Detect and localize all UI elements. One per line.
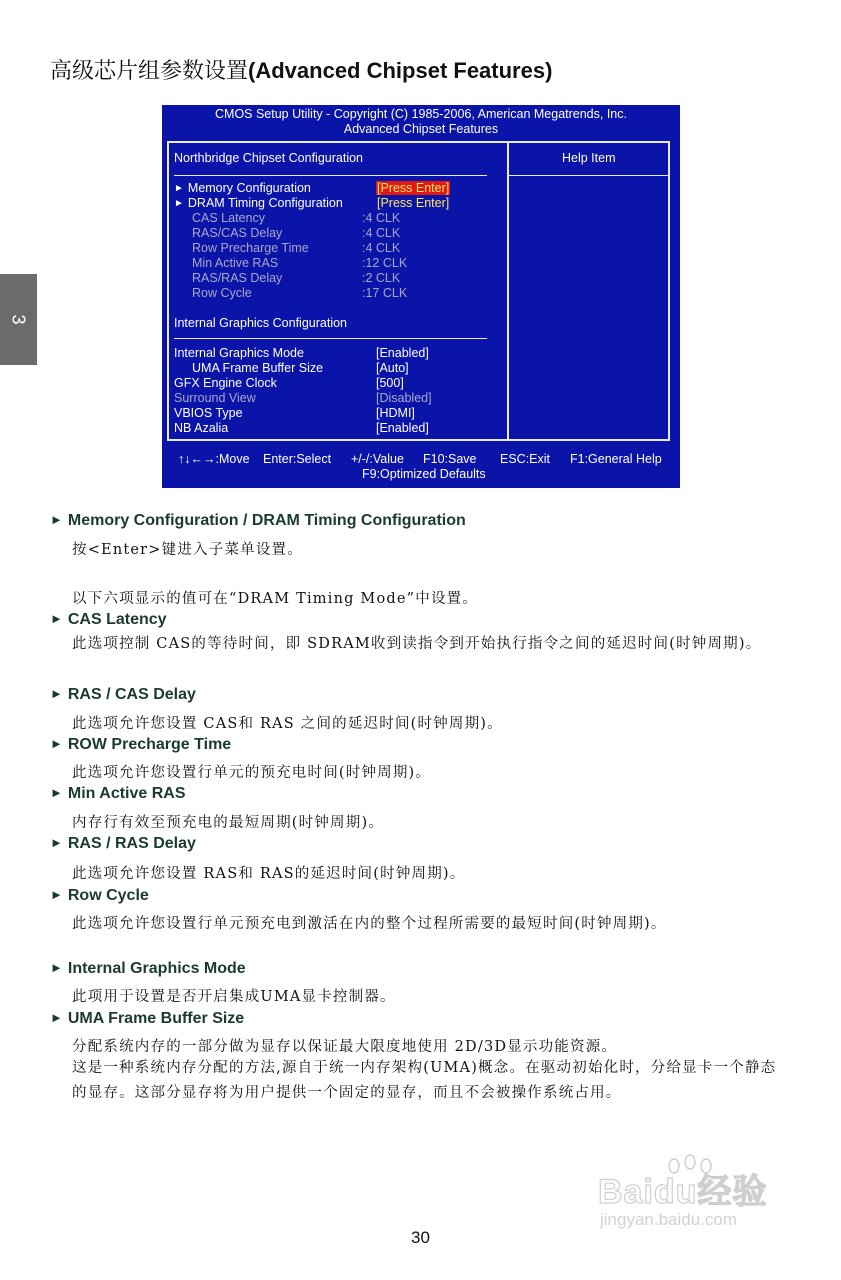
bios-item-vbios-type[interactable]: VBIOS Type	[174, 406, 243, 420]
bios-item-internal-graphics-mode[interactable]: Internal Graphics Mode	[174, 346, 304, 360]
page-number: 30	[411, 1228, 430, 1247]
desc-heading-uma-frame-buffer: ► UMA Frame Buffer Size	[50, 1010, 245, 1027]
bios-header-title: Advanced Chipset Features	[343, 122, 499, 136]
help-item-title: Help Item	[562, 151, 616, 165]
footer-optimized-defaults: F9:Optimized Defaults	[362, 467, 486, 481]
help-divider	[507, 175, 669, 176]
bios-item-gfx-engine-clock[interactable]: GFX Engine Clock	[174, 376, 277, 390]
bios-value-vbios-type[interactable]: [HDMI]	[376, 406, 415, 420]
desc-heading-internal-graphics-mode: ► Internal Graphics Mode	[50, 960, 246, 977]
submenu-arrow-icon: ►	[174, 183, 184, 194]
desc-text-uma-frame-buffer-2: 这是一种系统内存分配的方法,源自于统一内存架构(UMA)概念。在驱动初始化时，分给显卡一个静态的显存。这部分显存将为用户提供一个固定的显存，而且不会被操作系统占用。	[72, 1060, 777, 1101]
page-title-en: (Advanced Chipset Features)	[248, 58, 553, 83]
bios-value-ras-ras-delay: :2 CLK	[362, 271, 401, 285]
footer-general-help: F1:General Help	[570, 452, 662, 466]
baidu-jingyan-watermark	[596, 1158, 796, 1238]
footer-select: Enter:Select	[263, 452, 332, 466]
desc-text-row-cycle: 此选项允许您设置行单元预充电到激活在内的整个过程所需要的最短时间(时钟周期)。	[72, 916, 667, 932]
bios-value-row-cycle: :17 CLK	[362, 286, 408, 300]
bios-value-internal-graphics-mode[interactable]: [Enabled]	[376, 346, 429, 360]
bullet-triangle-icon: ►	[50, 686, 63, 701]
footer-save: F10:Save	[423, 452, 477, 466]
ig-section-title: Internal Graphics Configuration	[174, 316, 348, 330]
bios-screen	[162, 105, 680, 488]
bios-header-copyright: CMOS Setup Utility - Copyright (C) 1985-2006, American Megatrends, Inc.	[215, 107, 627, 121]
desc-heading-cas-latency: ► CAS Latency	[50, 611, 167, 628]
bios-item-surround-view: Surround View	[174, 391, 256, 405]
chapter-tab	[0, 274, 37, 365]
bullet-triangle-icon: ►	[50, 887, 63, 902]
submenu-arrow-icon: ►	[174, 198, 184, 209]
footer-exit: ESC:Exit	[500, 452, 551, 466]
chapter-number: 3	[8, 314, 29, 325]
bios-value-uma-frame-buffer[interactable]: [Auto]	[376, 361, 409, 375]
ig-divider	[174, 338, 487, 339]
bios-item-memory-configuration[interactable]: ► Memory Configuration	[174, 181, 311, 195]
desc-heading-row-cycle: ► Row Cycle	[50, 887, 149, 904]
bullet-triangle-icon: ►	[50, 1010, 63, 1025]
nb-divider	[174, 175, 487, 176]
desc-text-row-precharge: 此选项允许您设置行单元的预充电时间(时钟周期)。	[72, 765, 432, 781]
bullet-triangle-icon: ►	[50, 835, 63, 850]
bios-value-dram-timing[interactable]: [Press Enter]	[377, 196, 450, 210]
bios-item-dram-timing[interactable]: ► DRAM Timing Configuration	[174, 196, 343, 210]
bios-item-min-active-ras: Min Active RAS	[192, 256, 279, 270]
watermark-logo-text: Baidu经验	[598, 1173, 768, 1211]
bullet-triangle-icon: ►	[50, 785, 63, 800]
bios-item-nb-azalia[interactable]: NB Azalia	[174, 421, 229, 435]
desc-text-min-active-ras: 内存行有效至预充电的最短周期(时钟周期)。	[72, 815, 385, 831]
desc-text-cas-latency: 此选项控制 CAS的等待时间，即 SDRAM收到读指令到开始执行指令之间的延迟时间(时钟周期)。	[72, 636, 762, 652]
bios-item-row-cycle: Row Cycle	[192, 286, 252, 300]
bios-value-surround-view: [Disabled]	[376, 391, 432, 405]
desc-heading-memory-dram: ► Memory Configuration / DRAM Timing Configuration	[50, 512, 466, 529]
desc-text-memory-dram: 按<Enter>键进入子菜单设置。	[72, 542, 303, 558]
bios-panel-divider	[507, 143, 509, 439]
watermark-url: jingyan.baidu.com	[600, 1210, 738, 1229]
desc-heading-row-precharge: ► ROW Precharge Time	[50, 736, 232, 753]
desc-text-internal-graphics-mode: 此项用于设置是否开启集成UMA显卡控制器。	[72, 989, 396, 1005]
desc-heading-min-active-ras: ► Min Active RAS	[50, 785, 186, 802]
bios-value-ras-cas-delay: :4 CLK	[362, 226, 401, 240]
desc-heading-ras-cas-delay: ► RAS / CAS Delay	[50, 686, 196, 703]
bios-value-gfx-engine-clock[interactable]: [500]	[376, 376, 404, 390]
bullet-triangle-icon: ►	[50, 736, 63, 751]
bullet-triangle-icon: ►	[50, 960, 63, 975]
bios-value-nb-azalia[interactable]: [Enabled]	[376, 421, 429, 435]
desc-text-ras-cas-delay: 此选项允许您设置 CAS和 RAS 之间的延迟时间(时钟周期)。	[72, 716, 503, 732]
desc-text-six-items-note: 以下六项显示的值可在“DRAM Timing Mode”中设置。	[72, 591, 479, 607]
bullet-triangle-icon: ►	[50, 611, 63, 626]
desc-heading-ras-ras-delay: ► RAS / RAS Delay	[50, 835, 196, 852]
desc-text-uma-frame-buffer-1: 分配系统内存的一部分做为显存以保证最大限度地使用 2D/3D显示功能资源。	[72, 1039, 618, 1055]
page-title-cn: 高级芯片组参数设置	[50, 59, 249, 84]
desc-text-ras-ras-delay: 此选项允许您设置 RAS和 RAS的延迟时间(时钟周期)。	[72, 866, 466, 882]
page-title	[50, 54, 552, 85]
footer-move: ↑↓←→:Move	[178, 452, 250, 466]
bios-item-cas-latency: CAS Latency	[192, 211, 265, 225]
bios-item-uma-frame-buffer[interactable]: UMA Frame Buffer Size	[192, 361, 324, 375]
bios-value-row-precharge: :4 CLK	[362, 241, 401, 255]
bios-item-ras-ras-delay: RAS/RAS Delay	[192, 271, 283, 285]
bios-value-cas-latency: :4 CLK	[362, 211, 401, 225]
bios-item-ras-cas-delay: RAS/CAS Delay	[192, 226, 283, 240]
bios-item-row-precharge: Row Precharge Time	[192, 241, 309, 255]
bullet-triangle-icon: ►	[50, 512, 63, 527]
footer-value: +/-/:Value	[351, 452, 404, 466]
bios-value-memory-configuration[interactable]: [Press Enter]	[377, 181, 450, 195]
bios-value-min-active-ras: :12 CLK	[362, 256, 408, 270]
nb-section-title: Northbridge Chipset Configuration	[174, 151, 363, 165]
